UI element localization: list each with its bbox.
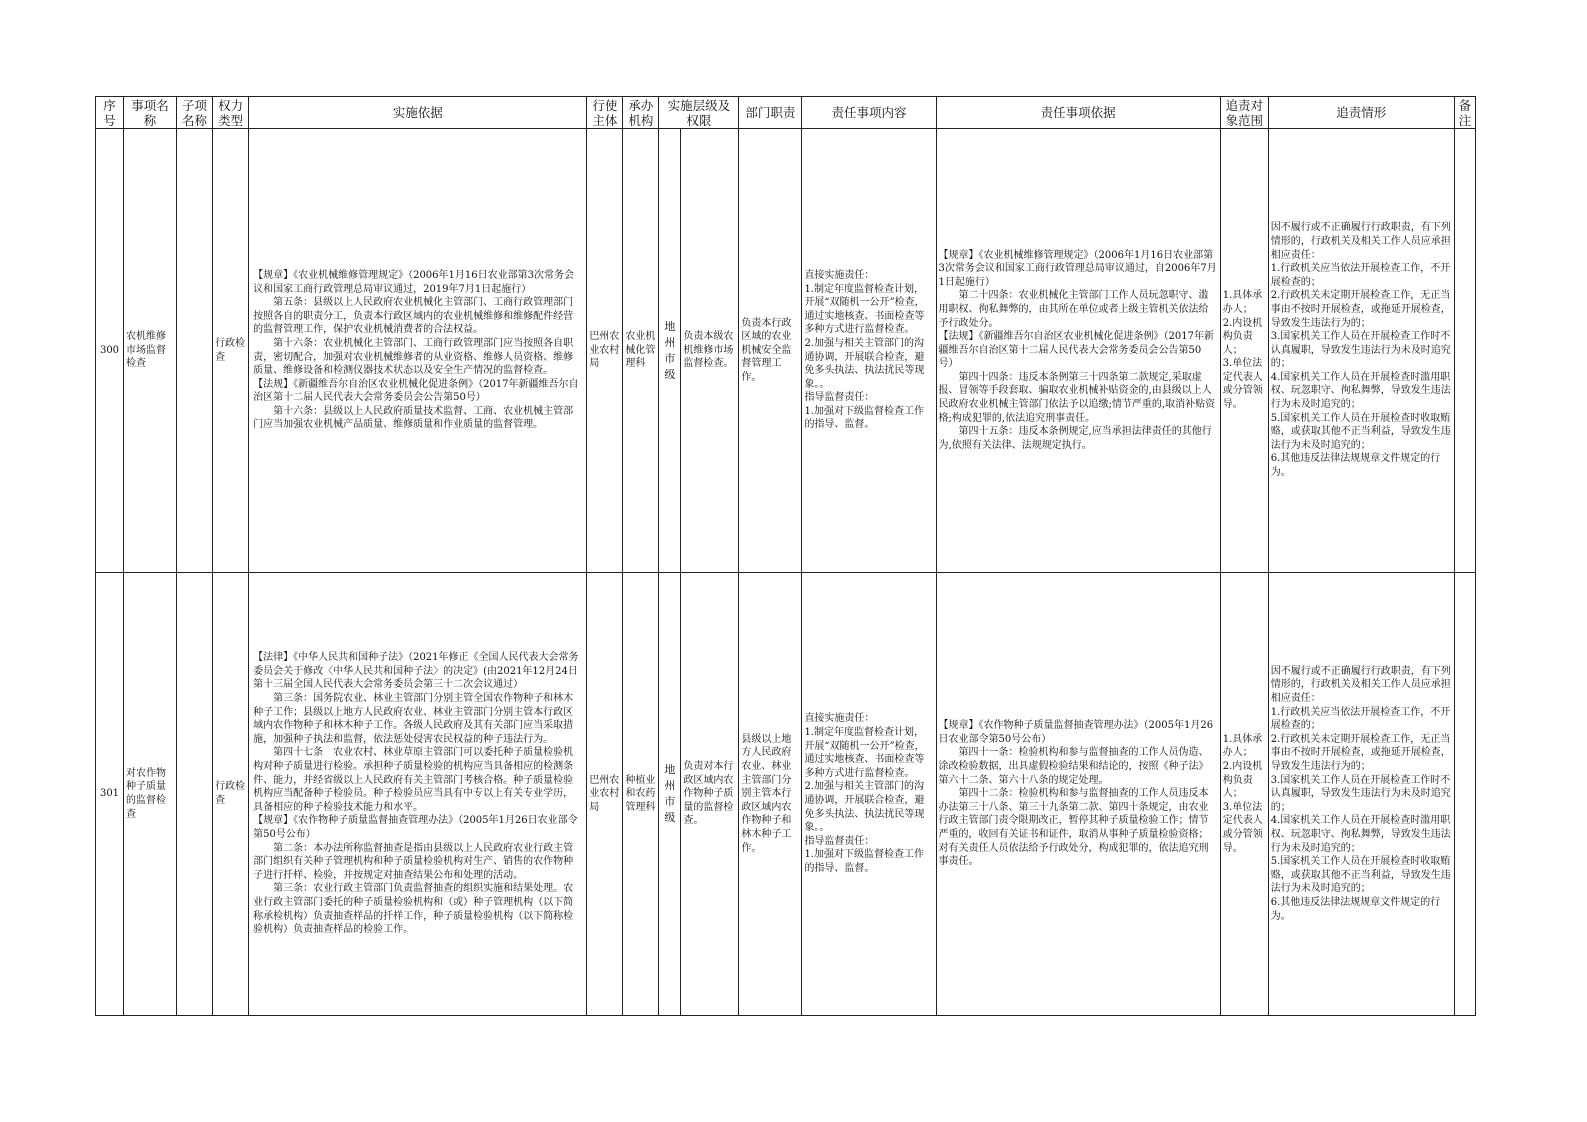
header-scope: 追责对 象范围 [1220,97,1268,129]
header-level: 实施层级及 权限 [659,97,739,129]
header-subject: 行使 主体 [587,97,623,129]
cell-note [1454,129,1475,573]
cell-power-type: 行政检查 [213,573,249,1016]
cell-item-name: 农机维修市场监督检查 [124,129,177,573]
header-content: 责任事项内容 [802,97,936,129]
cell-power-type: 行政检查 [213,129,249,573]
cell-situation: 因不履行或不正确履行行政职责，有下列情形的，行政机关及相关工作人员应承担相应责任： 1.行政机关应当依法开展检查工作，不开展检查的； 2.行政机关未定期开展检查工作，无正当事由不按时开展检查，或拖延开展检查，导致发生违法行为的； 3.国家机关工作人员在开展检查工作时不认真履职，导致发生违法行为未及时追究的； 4.国家机关工作人员在开展检查时滥用职权、玩忽职守、徇私舞弊，导致发生违法行为未及时追究的； 5.国家机关工作人员在开展检查时收取贿赂，或获取其他不正当利益，导致发生违法行为未及时追究的； 6.其他违反法律法规规章文件规定的行为。 [1268,129,1454,573]
cell-note [1454,573,1475,1016]
header-responsibility-basis: 责任事项依据 [936,97,1220,129]
cell-situation: 因不履行或不正确履行行政职责，有下列情形的，行政机关及相关工作人员应承担相应责任： 1.行政机关应当依法开展检查工作，不开展检查的； 2.行政机关未定期开展检查工作，无正当事由不按时开展检查，或拖延开展检查，导致发生违法行为的； 3.国家机关工作人员在开展检查工作时不认真履职，导致发生违法行为未及时追究的； 4.国家机关工作人员在开展检查时滥用职权、玩忽职守、徇私舞弊，导致发生违法行为未及时追究的； 5.国家机关工作人员在开展检查时收取贿赂，或获取其他不正当利益，导致发生违法行为未及时追究的； 6.其他违反法律法规规章文件规定的行为。 [1268,573,1454,1016]
header-row [96,97,1476,129]
cell-item-name: 对农作物种子质量的监督检查 [124,573,177,1016]
cell-responsibility-basis: 【规章】《农业机械维修管理规定》（2006年1月16日农业部第3次常务会议和国家工商行政管理总局审议通过，自2006年7月1日起施行） 第二十四条：农业机械化主管部门工作人员玩忽职守、滥用职权、徇私舞弊的，由其所在单位或者上级主管机关依法给予行政处分。 【法规】《新疆维吾尔自治区农业机械化促进条例》（2017年新疆维吾尔自治区第十二届人民代表大会常务委员会公告第50号） 第四十四条：违反本条例第三十四条第二款规定,采取虚报、冒领等手段套取、骗取农业机械补贴资金的,由县级以上人民政府农业机械主管部门依法予以追缴;情节严重的,取消补贴资格;构成犯罪的,依法追究刑事责任。 第四十五条：违反本条例规定,应当承担法律责任的其他行为,依照有关法律、法规规定执行。 [936,129,1220,573]
cell-sub-item [177,573,213,1016]
header-basis: 实施依据 [249,97,587,129]
cell-scope: 1.具体承办人； 2.内设机构负责人； 3.单位法定代表人或分管领导。 [1220,573,1268,1016]
table-row [96,129,1476,573]
cell-org: 种植业和农药管理科 [623,573,659,1016]
cell-duty: 负责本行政区域的农业机械安全监督管理工作。 [739,129,802,573]
cell-authority: 负责对本行政区域内农作物种子质量的监督检查。 [681,573,739,1016]
header-no: 序 号 [96,97,124,129]
header-situation: 追责情形 [1268,97,1454,129]
cell-sub-item [177,129,213,573]
header-org: 承办 机构 [623,97,659,129]
table-row [96,573,1476,1016]
cell-duty: 县级以上地方人民政府农业、林业主管部门分别主管本行政区域内农作物种子和林木种子工作。 [739,573,802,1016]
header-item-name: 事项名 称 [124,97,177,129]
header-note: 备 注 [1454,97,1475,129]
cell-basis: 【规章】《农业机械维修管理规定》（2006年1月16日农业部第3次常务会议和国家工商行政管理总局审议通过，2019年7月1日起施行） 第五条：县级以上人民政府农业机械化主管部门、工商行政管理部门按照各自的职责分工，负责本行政区域内的农业机械维修和维修配件经营的监督管理工作，保护农业机械消费者的合法权益。 第十六条：农业机械化主管部门、工商行政管理部门应当按照各自职责，密切配合，加强对农业机械维修者的从业资格、维修人员资格、维修质量、维修设备和检测仪器技术状态以及安全生产情况的监督检查。 【法规】《新疆维吾尔自治区农业机械化促进条例》（2017年新疆维吾尔自治区第十二届人民代表大会常务委员会公告第50号） 第十六条：县级以上人民政府质量技术监督、工商、农业机械主管部门应当加强农业机械产品质量、维修质量和作业质量的监督管理。 [249,129,587,573]
cell-subject: 巴州农业农村局 [587,573,623,1016]
cell-basis: 【法律】《中华人民共和国种子法》（2021年修正《全国人民代表大会常务委员会关于修改〈中华人民共和国种子法〉的决定》(由2021年12月24日第十三届全国人民代表大会常务委员会第三十二次会议通过） 第三条：国务院农业、林业主管部门分别主管全国农作物种子和林木种子工作；县级以上地方人民政府农业、林业主管部门分别主管本行政区域内农作物种子和林木种子工作。各级人民政府及其有关部门应当采取措施，加强种子执法和监督，依法惩处侵害农民权益的种子违法行为。 第四十七条 农业农村、林业草原主管部门可以委托种子质量检验机构对种子质量进行检验。承担种子质量检验的机构应当具备相应的检测条件、能力，并经省级以上人民政府有关主管部门考核合格。种子质量检验机构应当配备种子检验员。种子检验员应当具有中专以上有关专业学历，具备相应的种子检验技术能力和水平。 【规章】《农作物种子质量监督抽查管理办法》（2005年1月26日农业部令第50号公布） 第二条：本办法所称监督抽查是指由县级以上人民政府农业行政主管部门组织有关种子管理机构和种子质量检验机构对生产、销售的农作物种子进行扦样、检验，并按规定对抽查结果公布和处理的活动。 第三条：农业行政主管部门负责监督抽查的组织实施和结果处理。农业行政主管部门委托的种子质量检验机构和（或）种子管理机构（以下简称承检机构）负责抽查样品的扦样工作，种子质量检验机构（以下简称检验机构）负责抽查样品的检验工作。 [249,573,587,1016]
cell-level: 地州市级 [659,129,681,573]
cell-no: 300 [96,129,124,573]
cell-no: 301 [96,573,124,1016]
header-duty: 部门职责 [739,97,802,129]
header-power-type: 权力 类型 [213,97,249,129]
cell-authority: 负责本级农机维修市场监督检查。 [681,129,739,573]
cell-org: 农业机械化管理科 [623,129,659,573]
cell-level: 地州市级 [659,573,681,1016]
power-list-table [95,96,1476,1016]
header-sub-item: 子项 名称 [177,97,213,129]
cell-content: 直接实施责任： 1.制定年度监督检查计划，开展“双随机一公开”检查，通过实地核查、书面检查等多种方式进行监督检查。 2.加强与相关主管部门的沟通协调，开展联合检查，避免多头执法、执法扰民等现象。。 指导监督责任： 1.加强对下级监督检查工作的指导、监督。 [802,573,936,1016]
cell-content: 直接实施责任： 1.制定年度监督检查计划，开展“双随机一公开”检查，通过实地核查、书面检查等多种方式进行监督检查。 2.加强与相关主管部门的沟通协调，开展联合检查，避免多头执法、执法扰民等现象。。 指导监督责任： 1.加强对下级监督检查工作的指导、监督。 [802,129,936,573]
cell-subject: 巴州农业农村局 [587,129,623,573]
cell-scope: 1.具体承办人； 2.内设机构负责人； 3.单位法定代表人或分管领导。 [1220,129,1268,573]
cell-responsibility-basis: 【规章】《农作物种子质量监督抽查管理办法》（2005年1月26日农业部令第50号公布） 第四十一条：检验机构和参与监督抽查的工作人员伪造、涂改检验数据，出具虚假检验结果和结论的，按照《种子法》第六十二条、第六十八条的规定处理。 第四十二条：检验机构和参与监督抽查的工作人员违反本办法第三十八条、第三十九条第二款、第四十条规定，由农业行政主管部门责令限期改正，暂停其种子质量检验工作；情节严重的，收回有关证书和证件，取消从事种子质量检验资格；对有关责任人员依法给予行政处分，构成犯罪的，依法追究刑事责任。 [936,573,1220,1016]
